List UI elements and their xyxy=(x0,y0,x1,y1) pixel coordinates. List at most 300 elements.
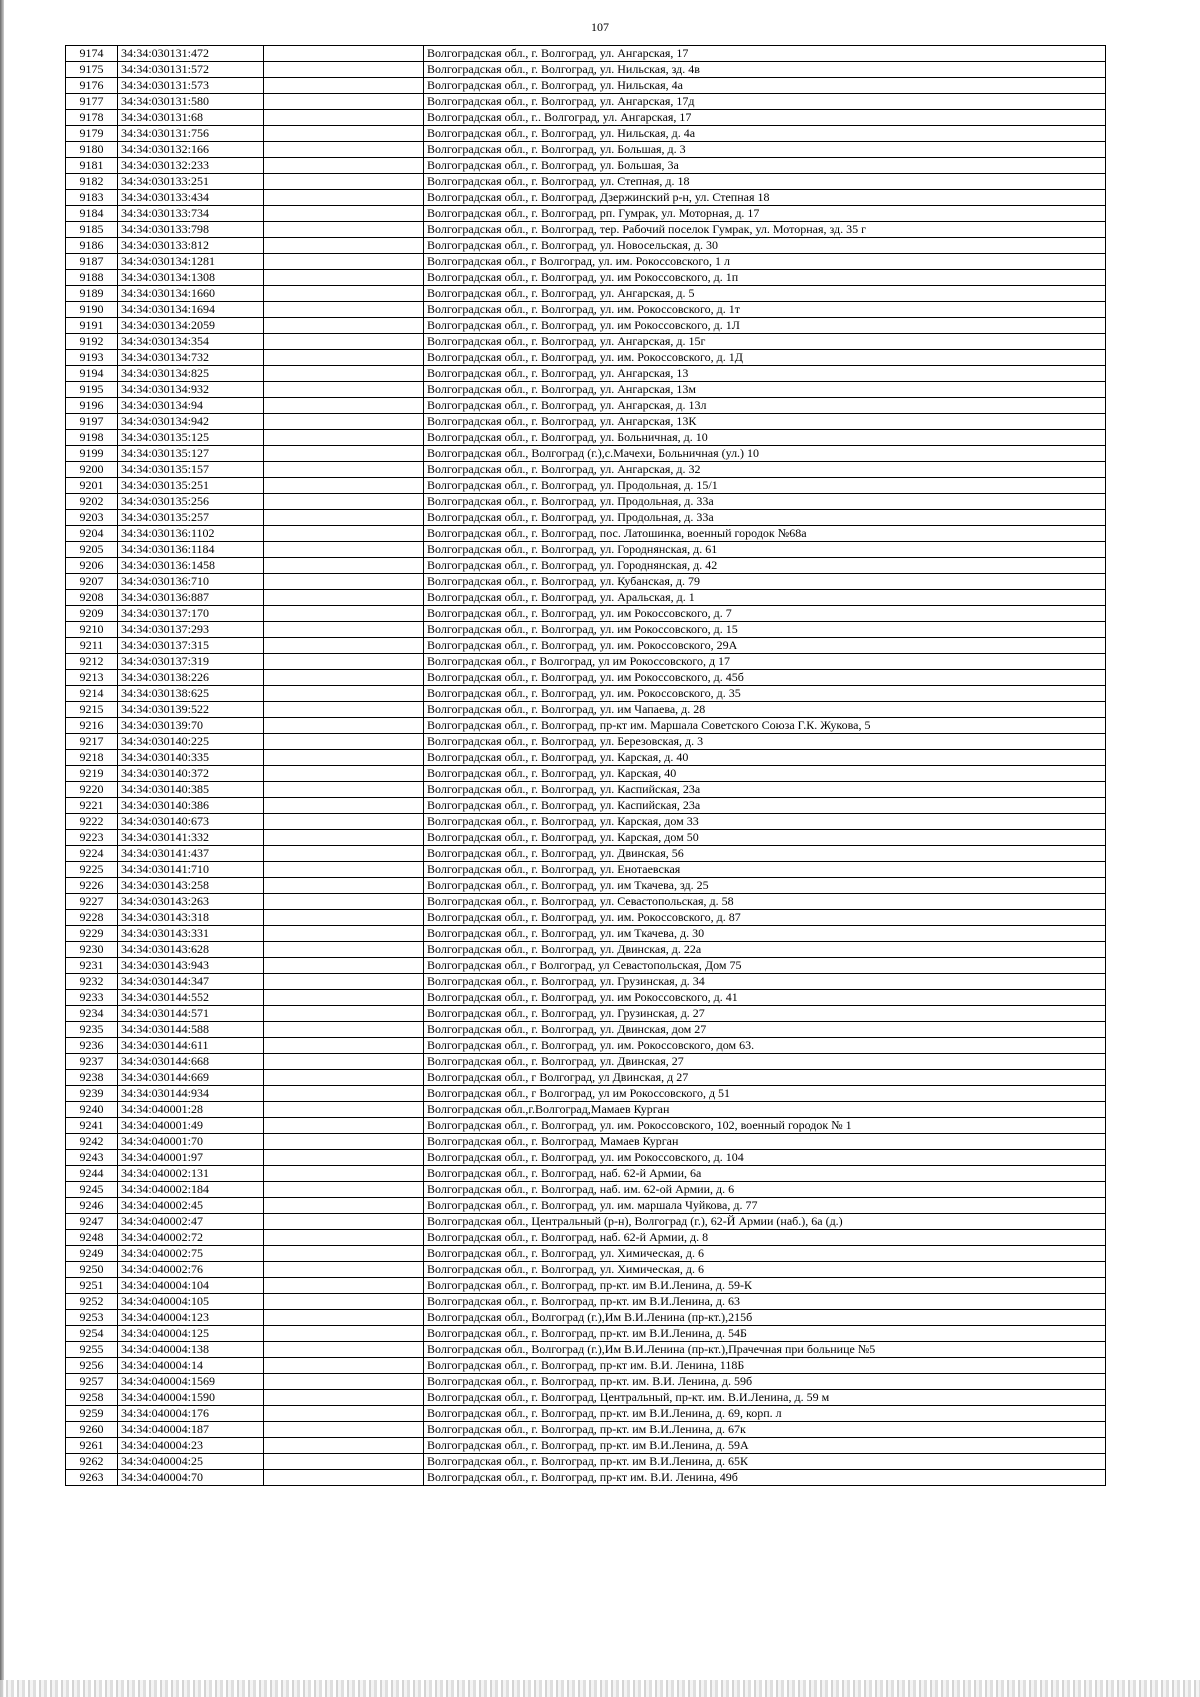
table-row xyxy=(66,1310,1106,1326)
row-number-cell: 9223 xyxy=(66,830,118,846)
empty-cell xyxy=(264,654,424,670)
empty-cell xyxy=(264,1070,424,1086)
row-number-cell: 9211 xyxy=(66,638,118,654)
empty-cell xyxy=(264,206,424,222)
cadastral-number-cell: 34:34:030131:756 xyxy=(118,126,264,142)
address-cell: Волгоградская обл., г. Волгоград, ул. им Ткачева, д. 30 xyxy=(424,926,1106,942)
cadastral-number-cell: 34:34:030134:1308 xyxy=(118,270,264,286)
address-cell: Волгоградская обл., г. Волгоград, ул. им. Рокоссовского, д. 35 xyxy=(424,686,1106,702)
address-cell: Волгоградская обл., г. Волгоград, Центральный, пр-кт. им. В.И.Ленина, д. 59 м xyxy=(424,1390,1106,1406)
registry-table-body xyxy=(66,46,1106,1486)
table-row xyxy=(66,622,1106,638)
address-cell: Волгоградская обл., г. Волгоград, ул. Грузинская, д. 27 xyxy=(424,1006,1106,1022)
row-number-cell: 9192 xyxy=(66,334,118,350)
table-row xyxy=(66,1358,1106,1374)
cadastral-number-cell: 34:34:040004:123 xyxy=(118,1310,264,1326)
row-number-cell: 9222 xyxy=(66,814,118,830)
scan-noise-bottom xyxy=(0,1680,1200,1697)
cadastral-number-cell: 34:34:030135:125 xyxy=(118,430,264,446)
cadastral-number-cell: 34:34:030131:472 xyxy=(118,46,264,62)
cadastral-number-cell: 34:34:030136:887 xyxy=(118,590,264,606)
cadastral-number-cell: 34:34:030134:1660 xyxy=(118,286,264,302)
empty-cell xyxy=(264,670,424,686)
cadastral-number-cell: 34:34:030131:573 xyxy=(118,78,264,94)
address-cell: Волгоградская обл., г. Волгоград, пр-кт. им В.И.Ленина, д. 54Б xyxy=(424,1326,1106,1342)
row-number-cell: 9193 xyxy=(66,350,118,366)
empty-cell xyxy=(264,942,424,958)
cadastral-number-cell: 34:34:030131:572 xyxy=(118,62,264,78)
empty-cell xyxy=(264,814,424,830)
row-number-cell: 9174 xyxy=(66,46,118,62)
table-row xyxy=(66,94,1106,110)
row-number-cell: 9178 xyxy=(66,110,118,126)
address-cell: Волгоградская обл., г Волгоград, ул Севастопольская, Дом 75 xyxy=(424,958,1106,974)
address-cell: Волгоградская обл., г. Волгоград, ул. Химическая, д. 6 xyxy=(424,1246,1106,1262)
table-row xyxy=(66,1070,1106,1086)
empty-cell xyxy=(264,1342,424,1358)
table-row xyxy=(66,1166,1106,1182)
row-number-cell: 9204 xyxy=(66,526,118,542)
cadastral-number-cell: 34:34:040004:23 xyxy=(118,1438,264,1454)
table-row xyxy=(66,974,1106,990)
empty-cell xyxy=(264,462,424,478)
row-number-cell: 9245 xyxy=(66,1182,118,1198)
empty-cell xyxy=(264,46,424,62)
table-row xyxy=(66,174,1106,190)
row-number-cell: 9254 xyxy=(66,1326,118,1342)
row-number-cell: 9181 xyxy=(66,158,118,174)
empty-cell xyxy=(264,734,424,750)
table-row xyxy=(66,334,1106,350)
cadastral-number-cell: 34:34:030134:932 xyxy=(118,382,264,398)
empty-cell xyxy=(264,1406,424,1422)
row-number-cell: 9215 xyxy=(66,702,118,718)
empty-cell xyxy=(264,686,424,702)
empty-cell xyxy=(264,878,424,894)
cadastral-number-cell: 34:34:030144:347 xyxy=(118,974,264,990)
row-number-cell: 9198 xyxy=(66,430,118,446)
row-number-cell: 9250 xyxy=(66,1262,118,1278)
table-row xyxy=(66,1022,1106,1038)
empty-cell xyxy=(264,974,424,990)
table-row xyxy=(66,990,1106,1006)
empty-cell xyxy=(264,174,424,190)
row-number-cell: 9180 xyxy=(66,142,118,158)
row-number-cell: 9249 xyxy=(66,1246,118,1262)
address-cell: Волгоградская обл., г. Волгоград, ул. им Чапаева, д. 28 xyxy=(424,702,1106,718)
table-row xyxy=(66,606,1106,622)
row-number-cell: 9262 xyxy=(66,1454,118,1470)
cadastral-number-cell: 34:34:030144:934 xyxy=(118,1086,264,1102)
row-number-cell: 9243 xyxy=(66,1150,118,1166)
empty-cell xyxy=(264,78,424,94)
table-row xyxy=(66,1150,1106,1166)
row-number-cell: 9261 xyxy=(66,1438,118,1454)
empty-cell xyxy=(264,590,424,606)
cadastral-number-cell: 34:34:030140:385 xyxy=(118,782,264,798)
cadastral-number-cell: 34:34:030137:315 xyxy=(118,638,264,654)
empty-cell xyxy=(264,1038,424,1054)
row-number-cell: 9260 xyxy=(66,1422,118,1438)
cadastral-number-cell: 34:34:040004:1590 xyxy=(118,1390,264,1406)
cadastral-number-cell: 34:34:030133:798 xyxy=(118,222,264,238)
table-row xyxy=(66,814,1106,830)
table-row xyxy=(66,1454,1106,1470)
row-number-cell: 9179 xyxy=(66,126,118,142)
table-row xyxy=(66,318,1106,334)
cadastral-number-cell: 34:34:030144:571 xyxy=(118,1006,264,1022)
cadastral-number-cell: 34:34:030137:319 xyxy=(118,654,264,670)
row-number-cell: 9201 xyxy=(66,478,118,494)
table-row xyxy=(66,286,1106,302)
row-number-cell: 9251 xyxy=(66,1278,118,1294)
row-number-cell: 9191 xyxy=(66,318,118,334)
table-row xyxy=(66,1438,1106,1454)
row-number-cell: 9218 xyxy=(66,750,118,766)
table-row xyxy=(66,958,1106,974)
address-cell: Волгоградская обл., г. Волгоград, ул. Карская, 40 xyxy=(424,766,1106,782)
row-number-cell: 9253 xyxy=(66,1310,118,1326)
cadastral-number-cell: 34:34:030132:166 xyxy=(118,142,264,158)
cadastral-number-cell: 34:34:030136:1458 xyxy=(118,558,264,574)
table-row xyxy=(66,1134,1106,1150)
empty-cell xyxy=(264,1102,424,1118)
address-cell: Волгоградская обл., г Волгоград, ул Двинская, д 27 xyxy=(424,1070,1106,1086)
cadastral-number-cell: 34:34:030140:335 xyxy=(118,750,264,766)
cadastral-number-cell: 34:34:030144:611 xyxy=(118,1038,264,1054)
row-number-cell: 9176 xyxy=(66,78,118,94)
table-row xyxy=(66,574,1106,590)
empty-cell xyxy=(264,190,424,206)
table-row xyxy=(66,142,1106,158)
table-row xyxy=(66,430,1106,446)
address-cell: Волгоградская обл., г. Волгоград, ул. им Рокоссовского, д. 45б xyxy=(424,670,1106,686)
row-number-cell: 9235 xyxy=(66,1022,118,1038)
table-row xyxy=(66,718,1106,734)
table-row xyxy=(66,1390,1106,1406)
row-number-cell: 9256 xyxy=(66,1358,118,1374)
cadastral-number-cell: 34:34:030137:170 xyxy=(118,606,264,622)
row-number-cell: 9238 xyxy=(66,1070,118,1086)
row-number-cell: 9233 xyxy=(66,990,118,1006)
address-cell: Волгоградская обл., г. Волгоград, пр-кт им. В.И. Ленина, 49б xyxy=(424,1470,1106,1486)
address-cell: Волгоградская обл., г. Волгоград, ул. им. Рокоссовского, д. 1Д xyxy=(424,350,1106,366)
row-number-cell: 9213 xyxy=(66,670,118,686)
empty-cell xyxy=(264,702,424,718)
table-row xyxy=(66,78,1106,94)
table-row xyxy=(66,1278,1106,1294)
address-cell: Волгоградская обл., г. Волгоград, ул. им. Рокоссовского, 29А xyxy=(424,638,1106,654)
address-cell: Волгоградская обл., г. Волгоград, ул. Двинская, д. 22а xyxy=(424,942,1106,958)
row-number-cell: 9237 xyxy=(66,1054,118,1070)
row-number-cell: 9190 xyxy=(66,302,118,318)
cadastral-number-cell: 34:34:030134:1694 xyxy=(118,302,264,318)
cadastral-number-cell: 34:34:030136:710 xyxy=(118,574,264,590)
table-row xyxy=(66,1326,1106,1342)
row-number-cell: 9230 xyxy=(66,942,118,958)
empty-cell xyxy=(264,1294,424,1310)
address-cell: Волгоградская обл., г. Волгоград, ул. Новосельская, д. 30 xyxy=(424,238,1106,254)
table-row xyxy=(66,670,1106,686)
empty-cell xyxy=(264,286,424,302)
row-number-cell: 9257 xyxy=(66,1374,118,1390)
address-cell: Волгоградская обл., г. Волгоград, Мамаев Курган xyxy=(424,1134,1106,1150)
table-row xyxy=(66,910,1106,926)
cadastral-number-cell: 34:34:040004:176 xyxy=(118,1406,264,1422)
cadastral-number-cell: 34:34:040002:72 xyxy=(118,1230,264,1246)
address-cell: Волгоградская обл., г. Волгоград, ул. им. Рокоссовского, д. 1т xyxy=(424,302,1106,318)
cadastral-number-cell: 34:34:030134:825 xyxy=(118,366,264,382)
table-row xyxy=(66,270,1106,286)
cadastral-number-cell: 34:34:030134:354 xyxy=(118,334,264,350)
cadastral-number-cell: 34:34:030133:251 xyxy=(118,174,264,190)
table-row xyxy=(66,398,1106,414)
cadastral-number-cell: 34:34:040002:75 xyxy=(118,1246,264,1262)
table-row xyxy=(66,350,1106,366)
empty-cell xyxy=(264,398,424,414)
table-row xyxy=(66,110,1106,126)
table-row xyxy=(66,302,1106,318)
address-cell: Волгоградская обл., г. Волгоград, пр-кт им. В.И. Ленина, 118Б xyxy=(424,1358,1106,1374)
table-row xyxy=(66,126,1106,142)
row-number-cell: 9188 xyxy=(66,270,118,286)
table-row xyxy=(66,542,1106,558)
address-cell: Волгоградская обл., г Волгоград, ул им Рокоссовского, д 51 xyxy=(424,1086,1106,1102)
address-cell: Волгоградская обл., Волгоград (г.),Им В.И.Ленина (пр-кт.),215б xyxy=(424,1310,1106,1326)
table-row xyxy=(66,478,1106,494)
address-cell: Волгоградская обл., г. Волгоград, ул. Химическая, д. 6 xyxy=(424,1262,1106,1278)
row-number-cell: 9208 xyxy=(66,590,118,606)
empty-cell xyxy=(264,1230,424,1246)
empty-cell xyxy=(264,622,424,638)
row-number-cell: 9232 xyxy=(66,974,118,990)
row-number-cell: 9241 xyxy=(66,1118,118,1134)
empty-cell xyxy=(264,446,424,462)
cadastral-number-cell: 34:34:030131:580 xyxy=(118,94,264,110)
empty-cell xyxy=(264,350,424,366)
row-number-cell: 9183 xyxy=(66,190,118,206)
address-cell: Волгоградская обл., г. Волгоград, ул. Продольная, д. 15/1 xyxy=(424,478,1106,494)
cadastral-number-cell: 34:34:030136:1102 xyxy=(118,526,264,542)
row-number-cell: 9187 xyxy=(66,254,118,270)
empty-cell xyxy=(264,510,424,526)
empty-cell xyxy=(264,478,424,494)
cadastral-number-cell: 34:34:030137:293 xyxy=(118,622,264,638)
cadastral-number-cell: 34:34:030141:332 xyxy=(118,830,264,846)
empty-cell xyxy=(264,270,424,286)
address-cell: Волгоградская обл., г Волгоград, ул. им. Рокоссовского, 1 л xyxy=(424,254,1106,270)
address-cell: Волгоградская обл., г. Волгоград, ул. Большая, 3а xyxy=(424,158,1106,174)
empty-cell xyxy=(264,1326,424,1342)
cadastral-number-cell: 34:34:040002:184 xyxy=(118,1182,264,1198)
row-number-cell: 9197 xyxy=(66,414,118,430)
row-number-cell: 9246 xyxy=(66,1198,118,1214)
address-cell: Волгоградская обл., г. Волгоград, ул. Ангарская, д. 13л xyxy=(424,398,1106,414)
cadastral-number-cell: 34:34:030138:625 xyxy=(118,686,264,702)
row-number-cell: 9234 xyxy=(66,1006,118,1022)
address-cell: Волгоградская обл., г. Волгоград, ул. Нильская, д. 4а xyxy=(424,126,1106,142)
address-cell: Волгоградская обл., г. Волгоград, ул. Нильская, зд. 4в xyxy=(424,62,1106,78)
table-row xyxy=(66,1230,1106,1246)
cadastral-number-cell: 34:34:030143:943 xyxy=(118,958,264,974)
cadastral-number-cell: 34:34:040004:25 xyxy=(118,1454,264,1470)
row-number-cell: 9200 xyxy=(66,462,118,478)
address-cell: Волгоградская обл., Волгоград (г.),Им В.И.Ленина (пр-кт.),Прачечная при больнице №5 xyxy=(424,1342,1106,1358)
cadastral-number-cell: 34:34:040001:70 xyxy=(118,1134,264,1150)
address-cell: Волгоградская обл., г. Волгоград, ул. им Рокоссовского, д. 1п xyxy=(424,270,1106,286)
table-row xyxy=(66,894,1106,910)
row-number-cell: 9221 xyxy=(66,798,118,814)
empty-cell xyxy=(264,1118,424,1134)
empty-cell xyxy=(264,526,424,542)
row-number-cell: 9255 xyxy=(66,1342,118,1358)
address-cell: Волгоградская обл., г. Волгоград, ул. Каспийская, 23а xyxy=(424,798,1106,814)
address-cell: Волгоградская обл., г. Волгоград, ул. Енотаевская xyxy=(424,862,1106,878)
address-cell: Волгоградская обл., г. Волгоград, ул. Ангарская, 17 xyxy=(424,46,1106,62)
address-cell: Волгоградская обл., г. Волгоград, ул. им Рокоссовского, д. 41 xyxy=(424,990,1106,1006)
address-cell: Волгоградская обл., г. Волгоград, ул. Грузинская, д. 34 xyxy=(424,974,1106,990)
row-number-cell: 9225 xyxy=(66,862,118,878)
empty-cell xyxy=(264,366,424,382)
address-cell: Волгоградская обл., г. Волгоград, пр-кт. им В.И.Ленина, д. 63 xyxy=(424,1294,1106,1310)
empty-cell xyxy=(264,158,424,174)
row-number-cell: 9247 xyxy=(66,1214,118,1230)
address-cell: Волгоградская обл., г. Волгоград, ул. Ангарская, 13К xyxy=(424,414,1106,430)
table-row xyxy=(66,590,1106,606)
cadastral-number-cell: 34:34:030140:386 xyxy=(118,798,264,814)
row-number-cell: 9185 xyxy=(66,222,118,238)
cadastral-number-cell: 34:34:030134:2059 xyxy=(118,318,264,334)
cadastral-number-cell: 34:34:030135:257 xyxy=(118,510,264,526)
empty-cell xyxy=(264,126,424,142)
address-cell: Волгоградская обл., г. Волгоград, ул. Продольная, д. 33а xyxy=(424,494,1106,510)
row-number-cell: 9259 xyxy=(66,1406,118,1422)
table-row xyxy=(66,862,1106,878)
row-number-cell: 9252 xyxy=(66,1294,118,1310)
empty-cell xyxy=(264,1166,424,1182)
cadastral-number-cell: 34:34:040004:1569 xyxy=(118,1374,264,1390)
address-cell: Волгоградская обл., г. Волгоград, тер. Рабочий поселок Гумрак, ул. Моторная, зд. 35 г xyxy=(424,222,1106,238)
table-row xyxy=(66,1374,1106,1390)
cadastral-number-cell: 34:34:030143:258 xyxy=(118,878,264,894)
empty-cell xyxy=(264,1150,424,1166)
empty-cell xyxy=(264,894,424,910)
table-row xyxy=(66,446,1106,462)
address-cell: Волгоградская обл., г. Волгоград, ул. Большая, д. 3 xyxy=(424,142,1106,158)
address-cell: Волгоградская обл., г. Волгоград, ул. им Рокоссовского, д. 1Л xyxy=(424,318,1106,334)
row-number-cell: 9214 xyxy=(66,686,118,702)
cadastral-number-cell: 34:34:030135:251 xyxy=(118,478,264,494)
address-cell: Волгоградская обл., г. Волгоград, ул. им Рокоссовского, д. 104 xyxy=(424,1150,1106,1166)
empty-cell xyxy=(264,414,424,430)
table-row xyxy=(66,702,1106,718)
address-cell: Волгоградская обл., г. Волгоград, ул. Березовская, д. 3 xyxy=(424,734,1106,750)
cadastral-number-cell: 34:34:040004:70 xyxy=(118,1470,264,1486)
cadastral-number-cell: 34:34:040001:28 xyxy=(118,1102,264,1118)
address-cell: Волгоградская обл., г. Волгоград, Дзержинский р-н, ул. Степная 18 xyxy=(424,190,1106,206)
address-cell: Волгоградская обл., г. Волгоград, ул. им. Рокоссовского, 102, военный городок № 1 xyxy=(424,1118,1106,1134)
cadastral-number-cell: 34:34:030134:732 xyxy=(118,350,264,366)
cadastral-number-cell: 34:34:030134:1281 xyxy=(118,254,264,270)
cadastral-number-cell: 34:34:030131:68 xyxy=(118,110,264,126)
cadastral-number-cell: 34:34:030133:812 xyxy=(118,238,264,254)
cadastral-number-cell: 34:34:030143:263 xyxy=(118,894,264,910)
cadastral-number-cell: 34:34:030144:552 xyxy=(118,990,264,1006)
cadastral-number-cell: 34:34:040002:131 xyxy=(118,1166,264,1182)
cadastral-number-cell: 34:34:030134:942 xyxy=(118,414,264,430)
row-number-cell: 9263 xyxy=(66,1470,118,1486)
empty-cell xyxy=(264,1310,424,1326)
empty-cell xyxy=(264,382,424,398)
empty-cell xyxy=(264,1390,424,1406)
table-row xyxy=(66,190,1106,206)
table-row xyxy=(66,158,1106,174)
table-row xyxy=(66,510,1106,526)
empty-cell xyxy=(264,558,424,574)
empty-cell xyxy=(264,862,424,878)
table-row xyxy=(66,734,1106,750)
cadastral-number-cell: 34:34:030135:127 xyxy=(118,446,264,462)
table-row xyxy=(66,750,1106,766)
cadastral-number-cell: 34:34:030140:225 xyxy=(118,734,264,750)
address-cell: Волгоградская обл., г. Волгоград, ул. им. Рокоссовского, дом 63. xyxy=(424,1038,1106,1054)
row-number-cell: 9210 xyxy=(66,622,118,638)
registry-table xyxy=(65,45,1106,1486)
address-cell: Волгоградская обл., г. Волгоград, пр-кт. им В.И.Ленина, д. 59-К xyxy=(424,1278,1106,1294)
table-row xyxy=(66,942,1106,958)
table-row xyxy=(66,1006,1106,1022)
cadastral-number-cell: 34:34:030143:331 xyxy=(118,926,264,942)
address-cell: Волгоградская обл., Центральный (р-н), Волгоград (г.), 62-Й Армии (наб.), 6а (д.) xyxy=(424,1214,1106,1230)
row-number-cell: 9258 xyxy=(66,1390,118,1406)
address-cell: Волгоградская обл., г. Волгоград, ул. Карская, д. 40 xyxy=(424,750,1106,766)
empty-cell xyxy=(264,1438,424,1454)
empty-cell xyxy=(264,1006,424,1022)
row-number-cell: 9228 xyxy=(66,910,118,926)
row-number-cell: 9194 xyxy=(66,366,118,382)
cadastral-number-cell: 34:34:030144:668 xyxy=(118,1054,264,1070)
row-number-cell: 9199 xyxy=(66,446,118,462)
empty-cell xyxy=(264,910,424,926)
row-number-cell: 9196 xyxy=(66,398,118,414)
address-cell: Волгоградская обл., г. Волгоград, ул. Городнянская, д. 61 xyxy=(424,542,1106,558)
empty-cell xyxy=(264,750,424,766)
cadastral-number-cell: 34:34:030141:710 xyxy=(118,862,264,878)
address-cell: Волгоградская обл., г. Волгоград, пос. Латошинка, военный городок №68а xyxy=(424,526,1106,542)
address-cell: Волгоградская обл., г. Волгоград, ул. Ангарская, 13м xyxy=(424,382,1106,398)
table-row xyxy=(66,1118,1106,1134)
row-number-cell: 9244 xyxy=(66,1166,118,1182)
table-row xyxy=(66,1294,1106,1310)
row-number-cell: 9248 xyxy=(66,1230,118,1246)
scan-shadow-left xyxy=(0,0,4,1697)
row-number-cell: 9189 xyxy=(66,286,118,302)
empty-cell xyxy=(264,254,424,270)
row-number-cell: 9202 xyxy=(66,494,118,510)
cadastral-number-cell: 34:34:030140:372 xyxy=(118,766,264,782)
row-number-cell: 9212 xyxy=(66,654,118,670)
cadastral-number-cell: 34:34:030143:628 xyxy=(118,942,264,958)
empty-cell xyxy=(264,1278,424,1294)
empty-cell xyxy=(264,1358,424,1374)
address-cell: Волгоградская обл., г. Волгоград, пр-кт. им В.И.Ленина, д. 67к xyxy=(424,1422,1106,1438)
empty-cell xyxy=(264,142,424,158)
empty-cell xyxy=(264,782,424,798)
empty-cell xyxy=(264,638,424,654)
row-number-cell: 9226 xyxy=(66,878,118,894)
empty-cell xyxy=(264,318,424,334)
table-row xyxy=(66,526,1106,542)
